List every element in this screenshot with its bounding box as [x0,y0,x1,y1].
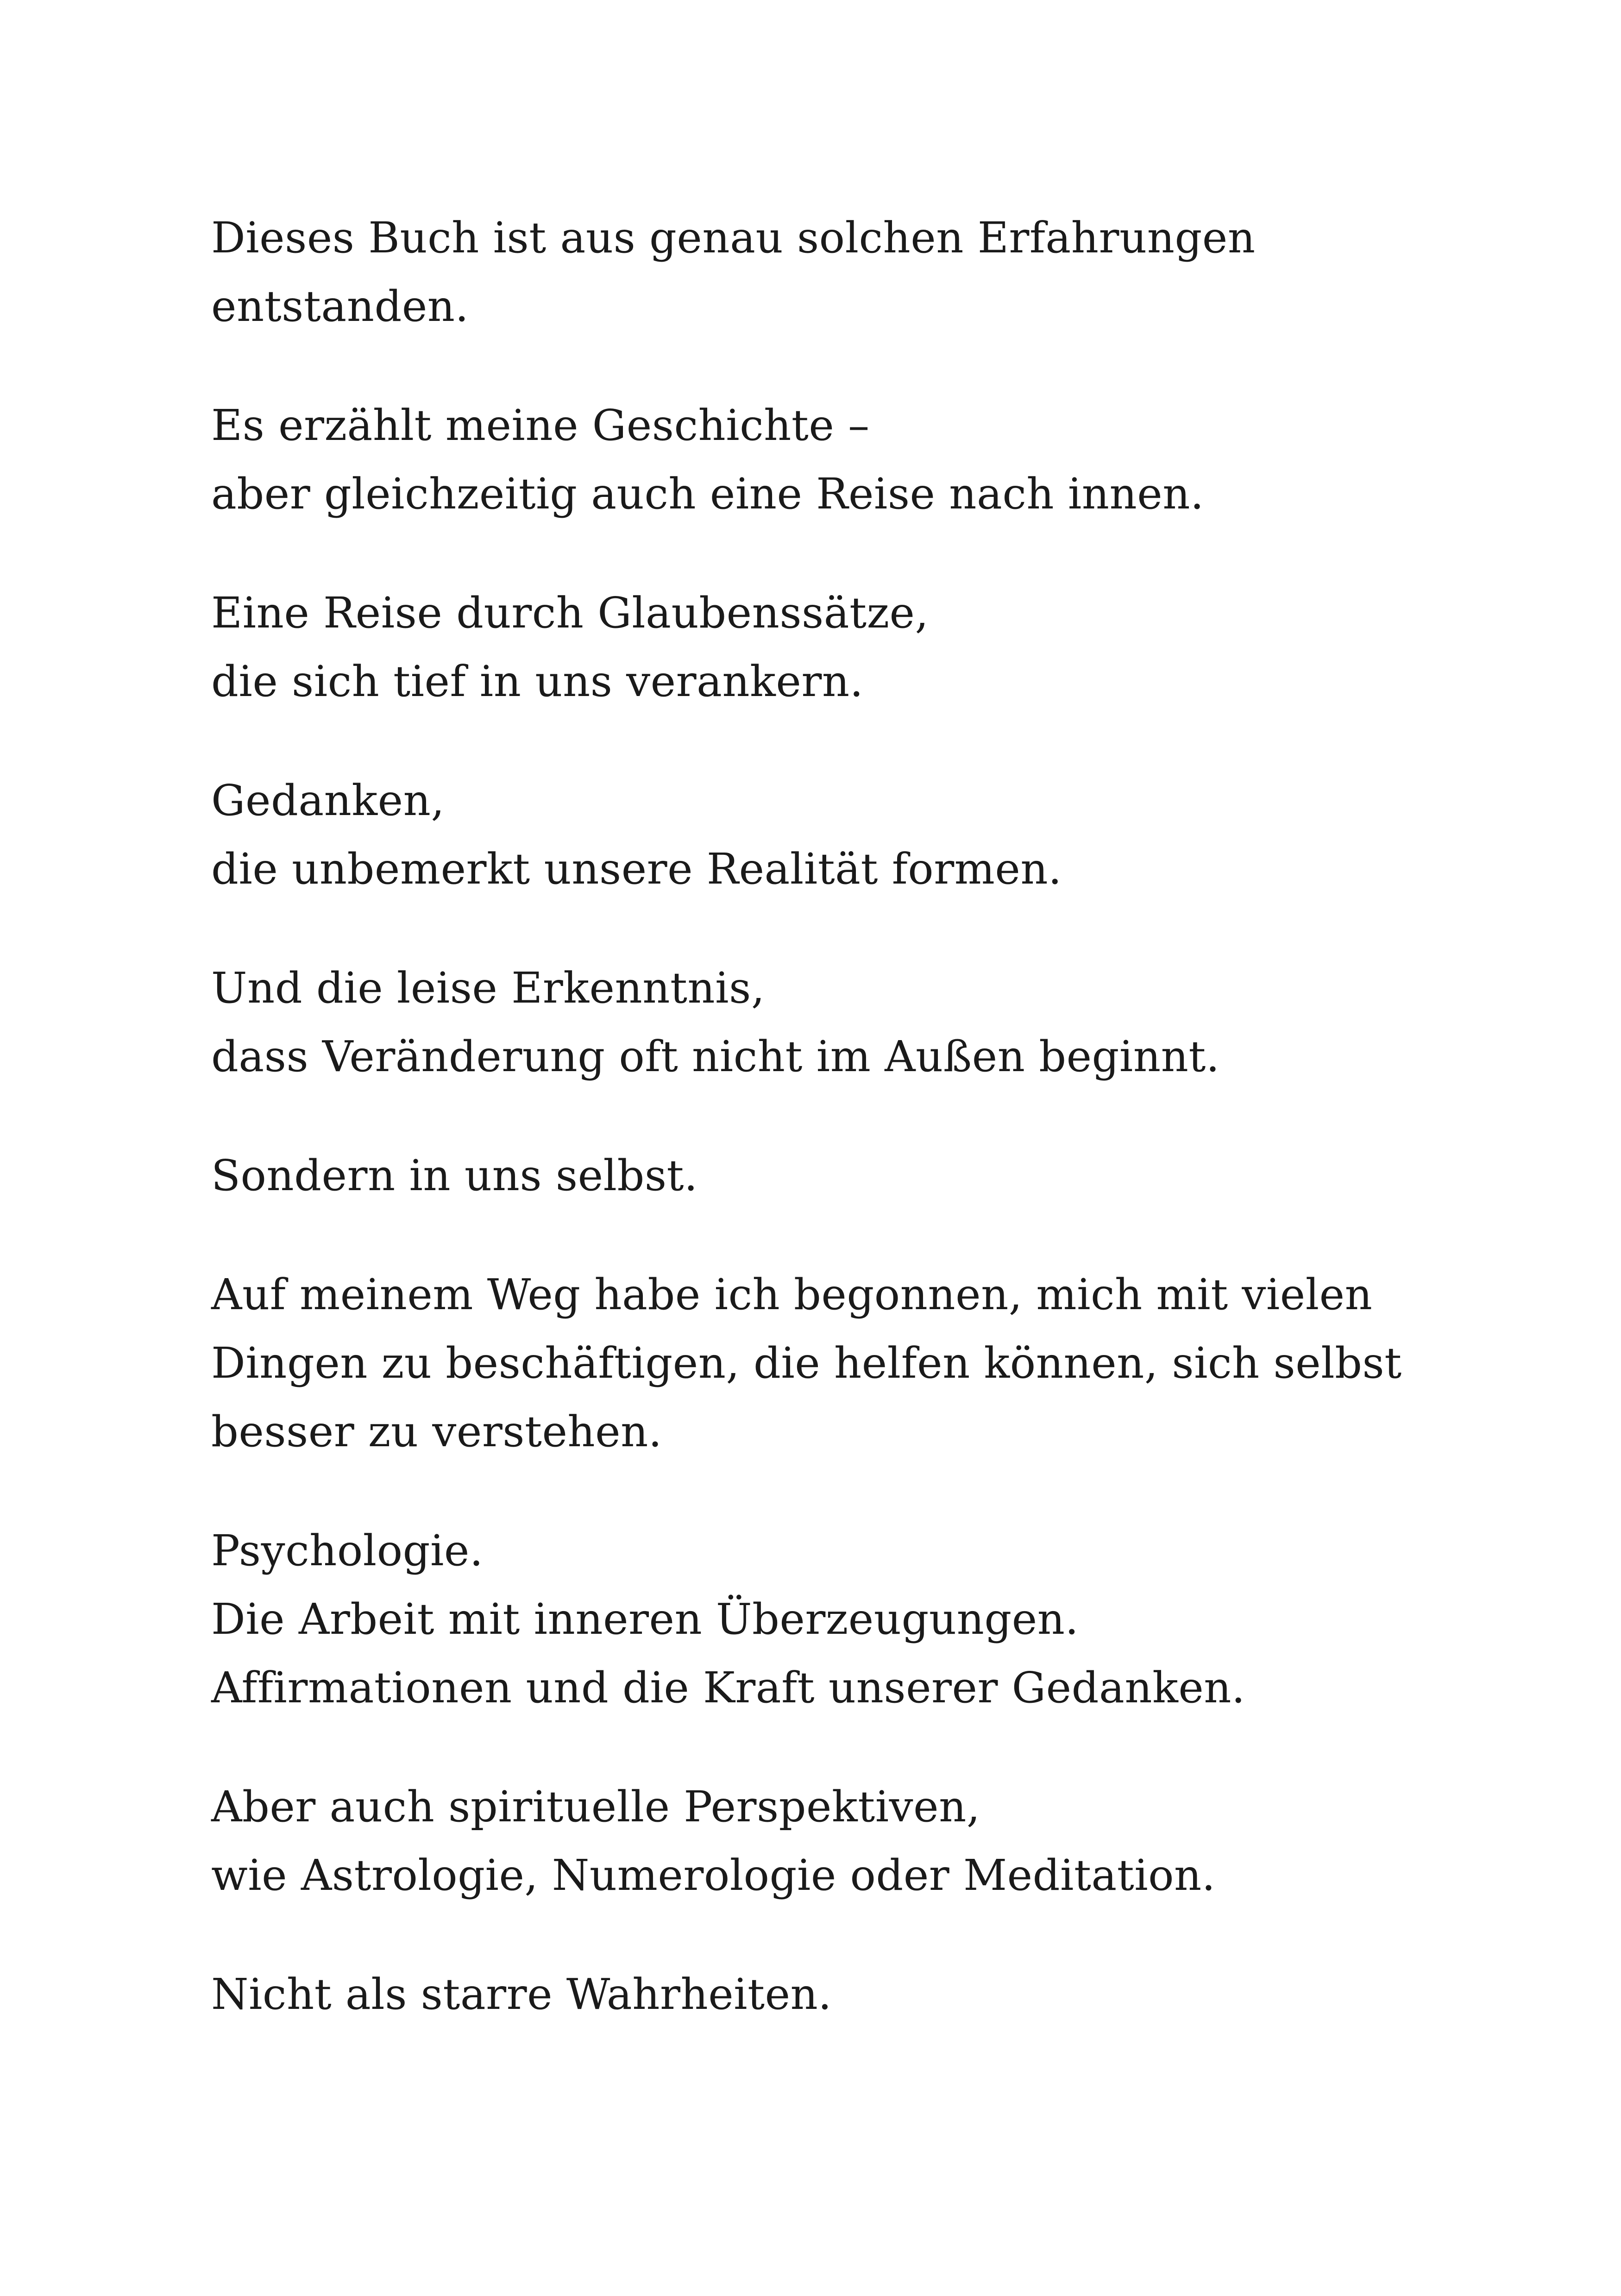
text-line: Psychologie. [211,1526,484,1575]
paragraph [211,954,1462,1091]
paragraph [211,1960,1462,2029]
paragraph [211,1261,1462,1466]
text-line: Auf meinem Weg habe ich begonnen, mich mit vielen [211,1270,1373,1319]
text-line: entstanden. [211,282,469,331]
text-line: Es erzählt meine Geschichte – [211,401,870,450]
text-line: Dieses Buch ist aus genau solchen Erfahrungen [211,213,1256,263]
text-line: Nicht als starre Wahrheiten. [211,1970,832,2019]
paragraph [211,766,1462,903]
paragraph [211,1142,1462,1210]
text-line: Aber auch spirituelle Perspektiven, [211,1782,980,1832]
text-line: dass Veränderung oft nicht im Außen beginnt. [211,1032,1220,1081]
text-line: Gedanken, [211,776,445,825]
text-line: die unbemerkt unsere Realität formen. [211,844,1062,894]
text-line: besser zu verstehen. [211,1407,662,1456]
paragraph [211,1517,1462,1722]
text-line: Sondern in uns selbst. [211,1151,698,1200]
text-line: Die Arbeit mit inneren Überzeugungen. [211,1594,1079,1644]
text-line: Und die leise Erkenntnis, [211,963,765,1013]
text-line: Dingen zu beschäftigen, die helfen können, sich selbst [211,1338,1402,1388]
text-line: Affirmationen und die Kraft unserer Gedanken. [211,1663,1245,1713]
text-line: wie Astrologie, Numerologie oder Meditation. [211,1851,1216,1900]
body-text [211,204,1462,2029]
paragraph [211,204,1462,341]
paragraph [211,579,1462,716]
text-line: Eine Reise durch Glaubenssätze, [211,588,929,638]
text-line: die sich tief in uns verankern. [211,657,864,706]
paragraph [211,391,1462,528]
paragraph [211,1773,1462,1910]
text-line: aber gleichzeitig auch eine Reise nach innen. [211,469,1204,519]
